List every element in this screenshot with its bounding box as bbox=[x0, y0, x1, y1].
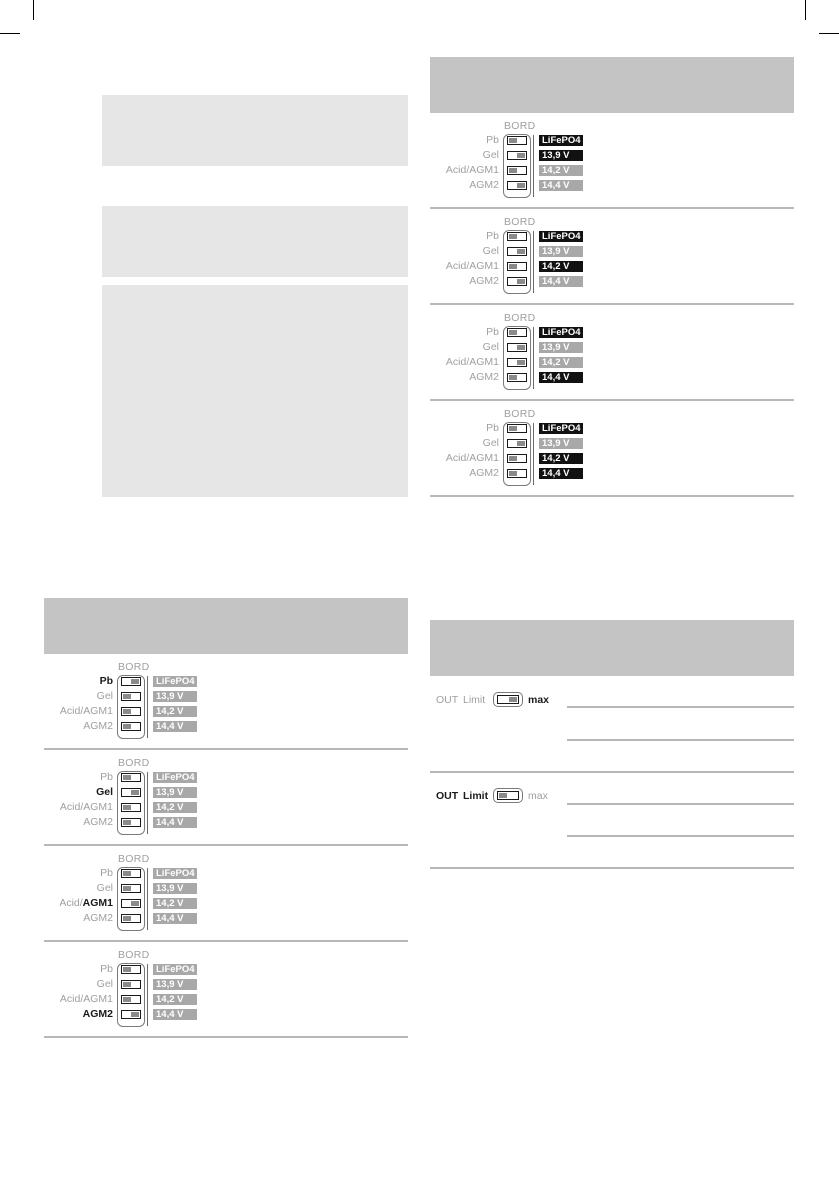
battery-type-label: Pb bbox=[486, 326, 499, 338]
settings-row bbox=[44, 846, 408, 942]
bord-title: BORD bbox=[504, 120, 536, 132]
battery-type-label: AGM2 bbox=[83, 816, 113, 828]
dip-switch bbox=[507, 454, 527, 463]
battery-type-label: Acid/AGM1 bbox=[445, 356, 499, 368]
rule bbox=[567, 835, 794, 837]
settings-row bbox=[430, 209, 794, 305]
rule bbox=[567, 803, 794, 805]
voltage-tag: LiFePO4 bbox=[539, 423, 583, 434]
bord-title: BORD bbox=[118, 661, 150, 673]
battery-type-label: Gel bbox=[96, 786, 113, 798]
trim-mark-right-horizontal bbox=[819, 33, 839, 34]
voltage-tag: 13,9 V bbox=[153, 691, 197, 702]
divider-line bbox=[533, 135, 534, 197]
voltage-tag: 14,4 V bbox=[153, 817, 197, 828]
out-label: OUT bbox=[436, 694, 459, 706]
voltage-tag: 14,2 V bbox=[539, 357, 583, 368]
voltage-tag: 14,2 V bbox=[153, 898, 197, 909]
voltage-tag: LiFePO4 bbox=[153, 676, 197, 687]
battery-type-label: AGM2 bbox=[469, 179, 499, 191]
dip-switch bbox=[507, 181, 527, 190]
voltage-tag: 13,9 V bbox=[153, 979, 197, 990]
battery-type-label: AGM2 bbox=[469, 371, 499, 383]
dip-switch bbox=[121, 914, 141, 923]
dip-switch bbox=[507, 277, 527, 286]
battery-type-label: Pb bbox=[486, 230, 499, 242]
divider-line bbox=[533, 423, 534, 485]
battery-type-label: Acid/AGM1 bbox=[59, 801, 113, 813]
out-limit-row-max bbox=[430, 676, 794, 773]
voltage-tag: 13,9 V bbox=[153, 787, 197, 798]
dip-switch bbox=[121, 899, 141, 908]
voltage-tag: 14,4 V bbox=[153, 721, 197, 732]
settings-row bbox=[44, 654, 408, 750]
bord-title: BORD bbox=[118, 949, 150, 961]
battery-type-label: AGM2 bbox=[469, 467, 499, 479]
voltage-tag: 14,2 V bbox=[153, 802, 197, 813]
battery-type-label: Gel bbox=[96, 978, 113, 990]
voltage-tag: LiFePO4 bbox=[153, 964, 197, 975]
voltage-tag: 14,2 V bbox=[153, 706, 197, 717]
battery-type-label: Acid/AGM1 bbox=[59, 993, 113, 1005]
dip-switch bbox=[121, 803, 141, 812]
voltage-tag: 13,9 V bbox=[539, 246, 583, 257]
gray-text-box-2 bbox=[102, 206, 408, 277]
dip-switch bbox=[121, 1010, 141, 1019]
dip-switch bbox=[507, 424, 527, 433]
dip-switch bbox=[121, 722, 141, 731]
settings-row bbox=[44, 942, 408, 1038]
bord-title: BORD bbox=[118, 853, 150, 865]
out-label: OUT bbox=[436, 790, 459, 802]
voltage-tag: LiFePO4 bbox=[153, 868, 197, 879]
battery-type-label: AGM2 bbox=[469, 275, 499, 287]
dip-switch bbox=[121, 773, 141, 782]
battery-type-label: Gel bbox=[482, 245, 499, 257]
battery-type-label: Pb bbox=[100, 771, 113, 783]
limit-label: Limit bbox=[463, 694, 486, 706]
dip-switch bbox=[507, 343, 527, 352]
settings-row bbox=[430, 401, 794, 497]
dip-switch bbox=[121, 965, 141, 974]
divider-line bbox=[147, 964, 148, 1026]
battery-type-label: Acid/AGM1 bbox=[445, 260, 499, 272]
trim-mark-left-vertical bbox=[33, 0, 34, 20]
voltage-tag: 13,9 V bbox=[539, 150, 583, 161]
battery-type-label: Acid/AGM1 bbox=[59, 897, 113, 909]
dip-switch bbox=[507, 373, 527, 382]
divider-line bbox=[533, 327, 534, 389]
voltage-tag: 13,9 V bbox=[539, 342, 583, 353]
voltage-tag: LiFePO4 bbox=[539, 327, 583, 338]
rule bbox=[567, 739, 794, 741]
limit-switch bbox=[497, 695, 519, 704]
dip-switch bbox=[121, 692, 141, 701]
dip-switch bbox=[507, 262, 527, 271]
bord-title: BORD bbox=[504, 312, 536, 324]
dip-switch bbox=[507, 166, 527, 175]
battery-type-label: Pb bbox=[99, 675, 113, 687]
battery-type-label: Pb bbox=[486, 134, 499, 146]
settings-row bbox=[430, 113, 794, 209]
voltage-tag: LiFePO4 bbox=[539, 135, 583, 146]
out-limit-row-limit bbox=[430, 773, 794, 870]
voltage-tag: 14,4 V bbox=[153, 1009, 197, 1020]
battery-type-label: Pb bbox=[100, 867, 113, 879]
dip-switch bbox=[507, 328, 527, 337]
rule bbox=[430, 867, 794, 869]
voltage-tag: 14,4 V bbox=[539, 468, 583, 479]
voltage-tag: 14,4 V bbox=[539, 180, 583, 191]
voltage-tag: 13,9 V bbox=[153, 883, 197, 894]
dip-switch bbox=[507, 439, 527, 448]
out-limit-table-header bbox=[430, 620, 794, 676]
dip-switch bbox=[507, 151, 527, 160]
left-table-header bbox=[44, 598, 408, 654]
battery-type-label: Pb bbox=[100, 963, 113, 975]
dip-switch bbox=[507, 232, 527, 241]
dip-switch bbox=[121, 707, 141, 716]
battery-type-label: Gel bbox=[96, 690, 113, 702]
battery-type-label: Pb bbox=[486, 422, 499, 434]
voltage-tag: 13,9 V bbox=[539, 438, 583, 449]
dip-switch bbox=[121, 884, 141, 893]
settings-row bbox=[430, 305, 794, 401]
battery-type-label: Gel bbox=[482, 149, 499, 161]
battery-type-label: Acid/AGM1 bbox=[59, 705, 113, 717]
settings-row bbox=[44, 750, 408, 846]
trim-mark-left-horizontal bbox=[0, 33, 20, 34]
bord-title: BORD bbox=[118, 757, 150, 769]
rule bbox=[567, 706, 794, 708]
dip-switch bbox=[121, 980, 141, 989]
battery-type-label: Acid/AGM1 bbox=[445, 452, 499, 464]
dip-switch bbox=[507, 358, 527, 367]
voltage-tag: 14,4 V bbox=[153, 913, 197, 924]
battery-type-label: Acid/AGM1 bbox=[445, 164, 499, 176]
battery-type-label: Gel bbox=[482, 341, 499, 353]
dip-switch bbox=[121, 995, 141, 1004]
trim-mark-right-vertical bbox=[805, 0, 806, 20]
battery-type-label: Gel bbox=[482, 437, 499, 449]
right-table-header bbox=[430, 57, 794, 113]
divider-line bbox=[147, 676, 148, 738]
max-label: max bbox=[528, 790, 548, 802]
max-label: max bbox=[528, 694, 550, 706]
voltage-tag: 14,4 V bbox=[539, 276, 583, 287]
dip-switch bbox=[121, 788, 141, 797]
gray-text-box-3 bbox=[102, 285, 408, 497]
voltage-tag: 14,4 V bbox=[539, 372, 583, 383]
dip-switch bbox=[507, 247, 527, 256]
divider-line bbox=[147, 868, 148, 930]
battery-type-label: Gel bbox=[96, 882, 113, 894]
voltage-tag: 14,2 V bbox=[539, 261, 583, 272]
voltage-tag: LiFePO4 bbox=[153, 772, 197, 783]
voltage-tag: LiFePO4 bbox=[539, 231, 583, 242]
battery-type-label: AGM2 bbox=[83, 912, 113, 924]
battery-type-label: AGM2 bbox=[83, 720, 113, 732]
voltage-tag: 14,2 V bbox=[539, 453, 583, 464]
voltage-tag: 14,2 V bbox=[539, 165, 583, 176]
bord-title: BORD bbox=[504, 216, 536, 228]
limit-label: Limit bbox=[463, 790, 489, 802]
dip-switch bbox=[507, 136, 527, 145]
dip-switch bbox=[121, 818, 141, 827]
battery-type-label: AGM2 bbox=[82, 1008, 113, 1020]
divider-line bbox=[533, 231, 534, 293]
gray-text-box-1 bbox=[102, 95, 408, 166]
dip-switch bbox=[121, 677, 141, 686]
voltage-tag: 14,2 V bbox=[153, 994, 197, 1005]
bord-title: BORD bbox=[504, 408, 536, 420]
dip-switch bbox=[507, 469, 527, 478]
divider-line bbox=[147, 772, 148, 834]
limit-switch bbox=[497, 791, 519, 800]
dip-switch bbox=[121, 869, 141, 878]
